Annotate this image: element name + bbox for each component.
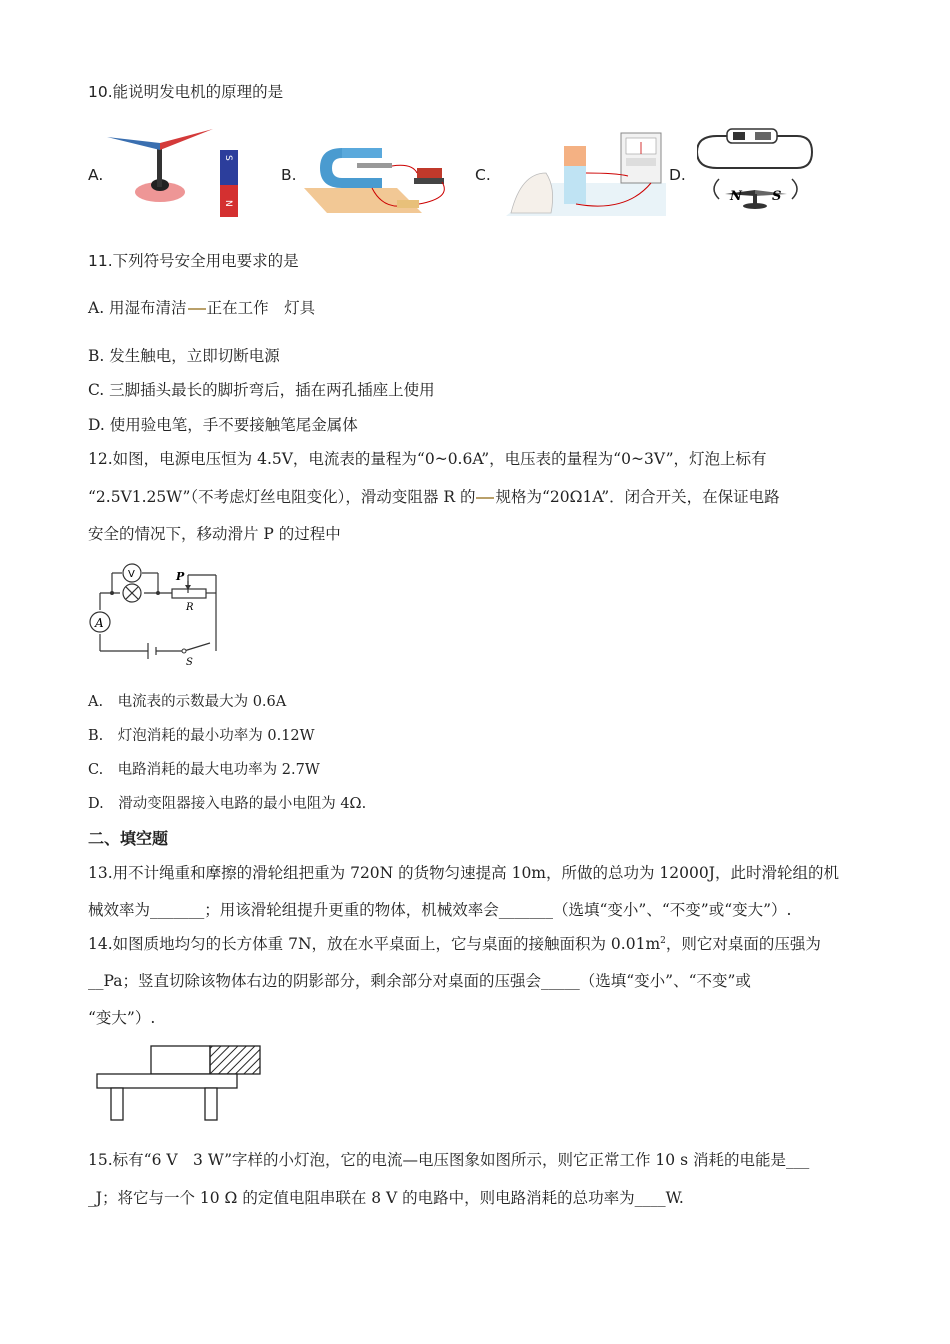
q15-line2: _J；将它与一个 10 Ω 的定值电阻串联在 8 V 的电路中，则电路消耗的总功率为____W. — [88, 1189, 684, 1207]
q11-option-d: D. 使用验电笔，手不要接触笔尾金属体 — [88, 416, 358, 434]
q12-stem-line1: 12.如图，电源电压恒为 4.5V，电流表的量程为“0~0.6A”，电压表的量程为“0~3V”，灯泡上标有 — [88, 450, 767, 468]
section-title-fill-in: 二、填空题 — [88, 829, 169, 848]
q11-option-a-text-2: 正在工作 灯具 — [206, 299, 316, 317]
switch-s-label: S — [186, 657, 193, 668]
q12-option-d: D. 滑动变阻器接入电路的最小电阻为 4Ω. — [88, 796, 367, 812]
q12-option-c: C. 电路消耗的最大电功率为 2.7W — [88, 762, 320, 778]
q11-option-b: B. 发生触电，立即切断电源 — [88, 347, 280, 365]
q10-stem — [88, 80, 283, 102]
q13-line1: 13.用不计绳重和摩擦的滑轮组把重为 720N 的货物匀速提高 10m，所做的总功为 12000J，此时滑轮组的机 — [88, 864, 839, 882]
q10-option-b-label: B. — [281, 166, 297, 184]
resistor-r-label: R — [186, 602, 194, 613]
q14-line1-sup: 2 — [660, 935, 666, 946]
q10-option-c-label: C. — [475, 166, 491, 184]
q14-line3: “变大”）. — [88, 1009, 156, 1027]
q12-stem-line3: 安全的情况下，移动滑片 P 的过程中 — [88, 525, 341, 543]
q12-option-b: B. 灯泡消耗的最小功率为 0.12W — [88, 728, 315, 744]
voltmeter-label: V — [128, 569, 135, 580]
q11-option-c: C. 三脚插头最长的脚折弯后，插在两孔插座上使用 — [88, 381, 435, 399]
q10-option-a-label: A. — [88, 166, 104, 184]
q10-stem-text: 10.能说明发电机的原理的是 — [88, 83, 284, 101]
q14-line1-b: ，则它对桌面的压强为 — [665, 935, 821, 953]
slider-p-label: P — [176, 570, 185, 583]
q10-figure-c-galvanometer — [506, 128, 666, 218]
q11-option-a-text-1: A. 用湿布清洁 — [88, 299, 187, 317]
q14-line1-a: 14.如图质地均匀的长方体重 7N，放在水平桌面上，它与桌面的接触面积为 0.01m — [88, 935, 661, 953]
q12-option-a: A. 电流表的示数最大为 0.6A — [88, 694, 287, 710]
q11-stem: 11.下列符号安全用电要求的是 — [88, 252, 299, 270]
q13-line2: 械效率为_______；用该滑轮组提升更重的物体，机械效率会_______（选填“变小”、“不变”或“变大”）. — [88, 901, 792, 919]
q10-option-d-label: D. — [669, 166, 686, 184]
q14-line1 — [88, 932, 821, 954]
q10-figure-d-solenoid-compass — [697, 124, 817, 214]
magnet-s-label: S — [223, 155, 233, 161]
compass-n-label: N — [730, 189, 742, 204]
q14-line2: __Pa；竖直切除该物体右边的阴影部分，剩余部分对桌面的压强会_____（选填“变小”、“不变”或 — [88, 972, 751, 990]
magnet-n-label: N — [223, 200, 233, 207]
q12-stem-line2-b: 规格为“20Ω1A”．闭合开关，在保证电路 — [495, 488, 780, 506]
q15-line1: 15.标有“6 V 3 W”字样的小灯泡，它的电流—电压图象如图所示，则它正常工作 10 s 消耗的电能是___ — [88, 1151, 810, 1169]
artifact-mark — [476, 497, 494, 499]
q10-figure-b-horseshoe-magnet — [302, 138, 457, 218]
ammeter-label: A — [95, 616, 104, 630]
compass-s-label: S — [772, 189, 782, 204]
q10-figure-a-compass-magnet — [105, 125, 245, 220]
q14-block-on-table-figure — [95, 1044, 265, 1124]
q12-stem-line2-a: “2.5V1.25W”（不考虑灯丝电阻变化），滑动变阻器 R 的 — [88, 488, 476, 506]
q11-option-a — [88, 296, 315, 318]
q12-circuit-diagram — [88, 563, 228, 673]
q12-stem-line2 — [88, 485, 780, 507]
artifact-mark — [188, 308, 206, 310]
